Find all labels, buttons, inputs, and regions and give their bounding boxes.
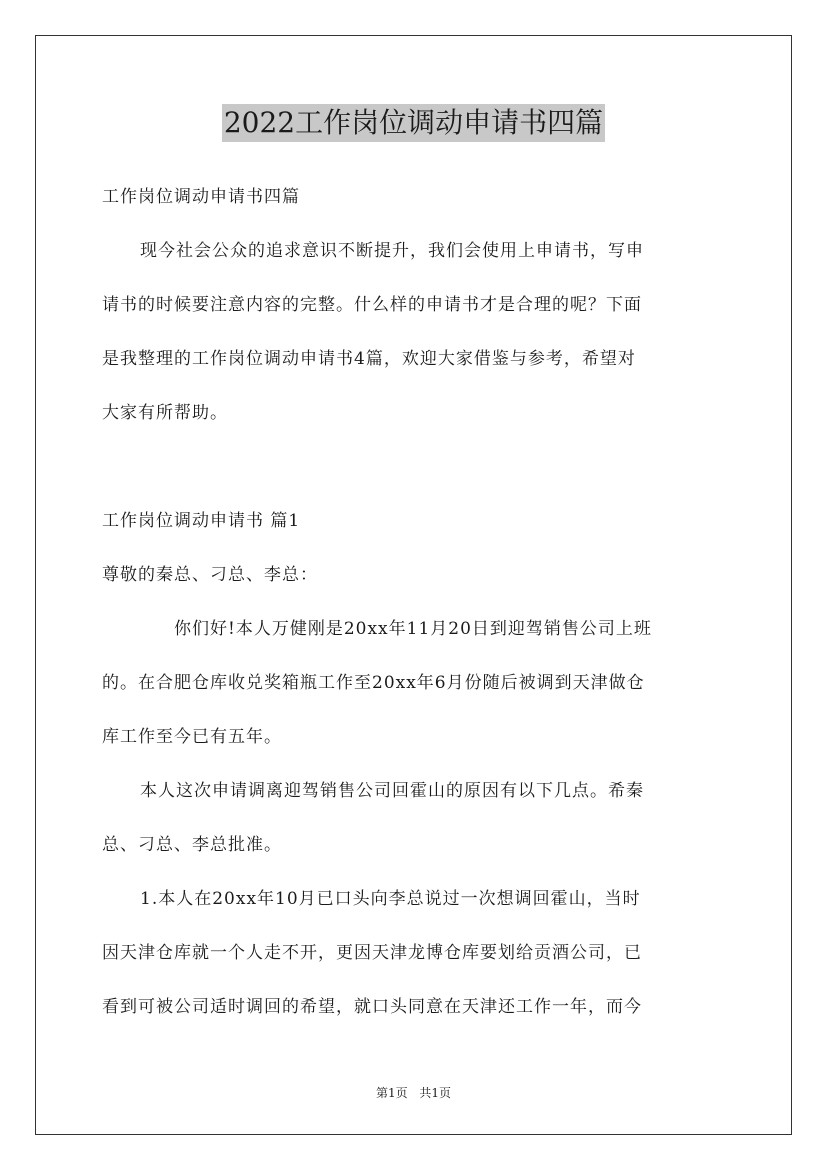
paragraph-line: 现今社会公众的追求意识不断提升，我们会使用上申请书，写申 (140, 241, 644, 261)
paragraph-line: 请书的时候要注意内容的完整。什么样的申请书才是合理的呢？下面 (102, 295, 642, 315)
paragraph-line: 大家有所帮助。 (102, 403, 228, 423)
paragraph-line: 总、刁总、李总批准。 (102, 835, 282, 855)
paragraph-line: 本人这次申请调离迎驾销售公司回霍山的原因有以下几点。希秦 (140, 781, 644, 801)
paragraph-line: 因天津仓库就一个人走不开，更因天津龙博仓库要划给贡酒公司，已 (102, 943, 642, 963)
section-heading: 工作岗位调动申请书 篇1 (102, 511, 301, 531)
section-heading: 工作岗位调动申请书四篇 (102, 187, 300, 207)
page-total: 共1页 (419, 1086, 452, 1100)
page-footer (0, 1084, 827, 1101)
salutation: 尊敬的秦总、刁总、李总： (102, 565, 318, 585)
paragraph-line: 看到可被公司适时调回的希望，就口头同意在天津还工作一年，而今 (102, 997, 642, 1017)
document-title: 2022工作岗位调动申请书四篇 (222, 104, 605, 142)
paragraph-line: 你们好!本人万健刚是20xx年11月20日到迎驾销售公司上班 (174, 619, 652, 639)
paragraph-line: 是我整理的工作岗位调动申请书4篇，欢迎大家借鉴与参考，希望对 (102, 349, 636, 369)
blank-line (102, 440, 727, 494)
paragraph-line: 库工作至今已有五年。 (102, 727, 282, 747)
document-body (102, 170, 727, 1034)
paragraph-line: 的。在合肥仓库收兑奖箱瓶工作至20xx年6月份随后被调到天津做仓 (102, 673, 645, 693)
title-container (0, 104, 827, 142)
page-number: 第1页 (375, 1086, 408, 1100)
paragraph-line: 1.本人在20xx年10月已口头向李总说过一次想调回霍山，当时 (140, 889, 641, 909)
